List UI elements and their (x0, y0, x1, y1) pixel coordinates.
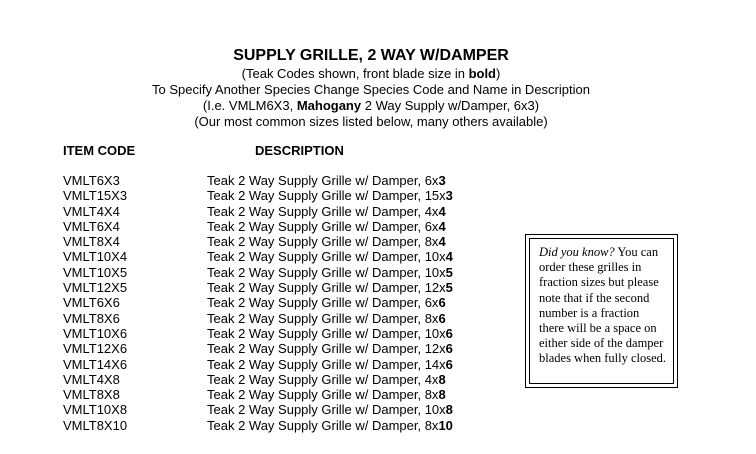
subtitle-line-1 (0, 66, 742, 82)
item-blade-size: 8 (438, 387, 446, 403)
callout-lead: Did you know? (539, 245, 615, 259)
item-blade-size: 5 (445, 264, 453, 280)
subtitle-line-1-end: ) (496, 66, 501, 81)
item-blade-size: 6 (445, 325, 453, 341)
callout-text (529, 238, 674, 384)
column-header-description: DESCRIPTION (255, 143, 344, 158)
item-description (207, 249, 453, 264)
item-description (207, 204, 446, 219)
item-blade-size: 3 (445, 188, 453, 204)
item-blade-size: 4 (438, 203, 446, 219)
item-description (207, 326, 453, 341)
item-description-text: Teak 2 Way Supply Grille w/ Damper, 15x (207, 188, 446, 204)
column-header-item-code: ITEM CODE (63, 143, 136, 158)
table-row (0, 234, 500, 249)
table-row (0, 341, 500, 356)
document-header (0, 46, 742, 130)
item-description (207, 219, 446, 234)
item-description (207, 311, 446, 326)
item-code: VMLT14X6 (63, 356, 128, 372)
item-description-text: Teak 2 Way Supply Grille w/ Damper, 10x (207, 264, 446, 280)
item-description-text: Teak 2 Way Supply Grille w/ Damper, 8x (207, 417, 439, 433)
item-description (207, 188, 453, 203)
subtitle-line-3-c: 2 Way Supply w/Damper, 6x3) (361, 98, 540, 113)
table-row (0, 188, 500, 203)
item-description-text: Teak 2 Way Supply Grille w/ Damper, 6x (207, 295, 439, 311)
table-row (0, 173, 500, 188)
subtitle-line-4: (Our most common sizes listed below, many others available) (194, 114, 548, 129)
table-row (0, 204, 500, 219)
item-description-text: Teak 2 Way Supply Grille w/ Damper, 10x (207, 325, 446, 341)
item-blade-size: 6 (445, 356, 453, 372)
item-list (0, 173, 500, 433)
table-row (0, 295, 500, 310)
table-row (0, 311, 500, 326)
subtitle-line-3-a: (I.e. VMLM6X3, (202, 98, 297, 113)
subtitle-line-1-text: (Teak Codes shown, front blade size in (241, 66, 469, 81)
table-row (0, 387, 500, 402)
item-code: VMLT10X5 (63, 264, 128, 280)
subtitle-line-3 (0, 98, 742, 114)
table-row (0, 265, 500, 280)
item-blade-size: 10 (438, 417, 453, 433)
item-description (207, 387, 446, 402)
item-description (207, 357, 453, 372)
item-description-text: Teak 2 Way Supply Grille w/ Damper, 4x (207, 203, 439, 219)
item-description (207, 295, 446, 310)
item-description-text: Teak 2 Way Supply Grille w/ Damper, 8x (207, 387, 439, 403)
table-row (0, 280, 500, 295)
item-description-text: Teak 2 Way Supply Grille w/ Damper, 6x (207, 218, 439, 234)
item-code: VMLT8X10 (63, 417, 128, 433)
table-row (0, 357, 500, 372)
item-description-text: Teak 2 Way Supply Grille w/ Damper, 8x (207, 234, 439, 250)
item-description-text: Teak 2 Way Supply Grille w/ Damper, 14x (207, 356, 446, 372)
item-blade-size: 8 (445, 402, 453, 418)
item-code: VMLT8X6 (63, 310, 120, 326)
item-code: VMLT10X4 (63, 249, 128, 265)
item-description (207, 280, 453, 295)
item-description (207, 418, 453, 433)
item-description (207, 402, 453, 417)
item-description-text: Teak 2 Way Supply Grille w/ Damper, 10x (207, 402, 446, 418)
callout-body: You can order these grilles in fraction sizes but please note that if the second number is a fraction there will be a space on either side of the damper blades when fully closed. (539, 245, 667, 366)
item-code: VMLT8X4 (63, 234, 120, 250)
item-code: VMLT15X3 (63, 188, 128, 204)
item-code: VMLT8X8 (63, 387, 120, 403)
item-code: VMLT6X3 (63, 173, 120, 188)
item-description-text: Teak 2 Way Supply Grille w/ Damper, 10x (207, 249, 446, 265)
item-code: VMLT4X8 (63, 371, 120, 387)
item-blade-size: 6 (438, 310, 446, 326)
item-description-text: Teak 2 Way Supply Grille w/ Damper, 12x (207, 280, 446, 296)
table-row (0, 402, 500, 417)
table-row (0, 219, 500, 234)
item-description-text: Teak 2 Way Supply Grille w/ Damper, 12x (207, 341, 446, 357)
item-code: VMLT6X4 (63, 218, 120, 234)
item-blade-size: 5 (445, 280, 453, 296)
item-blade-size: 4 (438, 234, 446, 250)
table-row (0, 372, 500, 387)
item-blade-size: 8 (438, 371, 446, 387)
item-code: VMLT10X8 (63, 402, 128, 418)
item-blade-size: 4 (438, 218, 446, 234)
subtitle-line-1-bold: bold (468, 66, 496, 81)
item-description-text: Teak 2 Way Supply Grille w/ Damper, 6x (207, 173, 439, 188)
item-blade-size: 6 (438, 295, 446, 311)
item-code: VMLT10X6 (63, 325, 128, 341)
item-blade-size: 6 (445, 341, 453, 357)
item-description-text: Teak 2 Way Supply Grille w/ Damper, 4x (207, 371, 439, 387)
page-title: SUPPLY GRILLE, 2 WAY W/DAMPER (233, 47, 509, 64)
did-you-know-callout (525, 234, 678, 388)
table-row (0, 326, 500, 341)
item-code: VMLT4X4 (63, 203, 120, 219)
item-description-text: Teak 2 Way Supply Grille w/ Damper, 8x (207, 310, 439, 326)
subtitle-line-3-bold: Mahogany (296, 98, 362, 113)
item-description (207, 234, 446, 249)
table-row (0, 418, 500, 433)
table-header (0, 143, 756, 161)
item-blade-size: 3 (438, 173, 446, 188)
item-description (207, 265, 453, 280)
item-code: VMLT12X5 (63, 280, 128, 296)
item-description (207, 372, 446, 387)
subtitle-line-2: To Specify Another Species Change Species Code and Name in Description (152, 82, 590, 97)
item-blade-size: 4 (445, 249, 453, 265)
item-code: VMLT12X6 (63, 341, 128, 357)
table-row (0, 249, 500, 264)
item-code: VMLT6X6 (63, 295, 120, 311)
item-description (207, 173, 446, 188)
item-description (207, 341, 453, 356)
